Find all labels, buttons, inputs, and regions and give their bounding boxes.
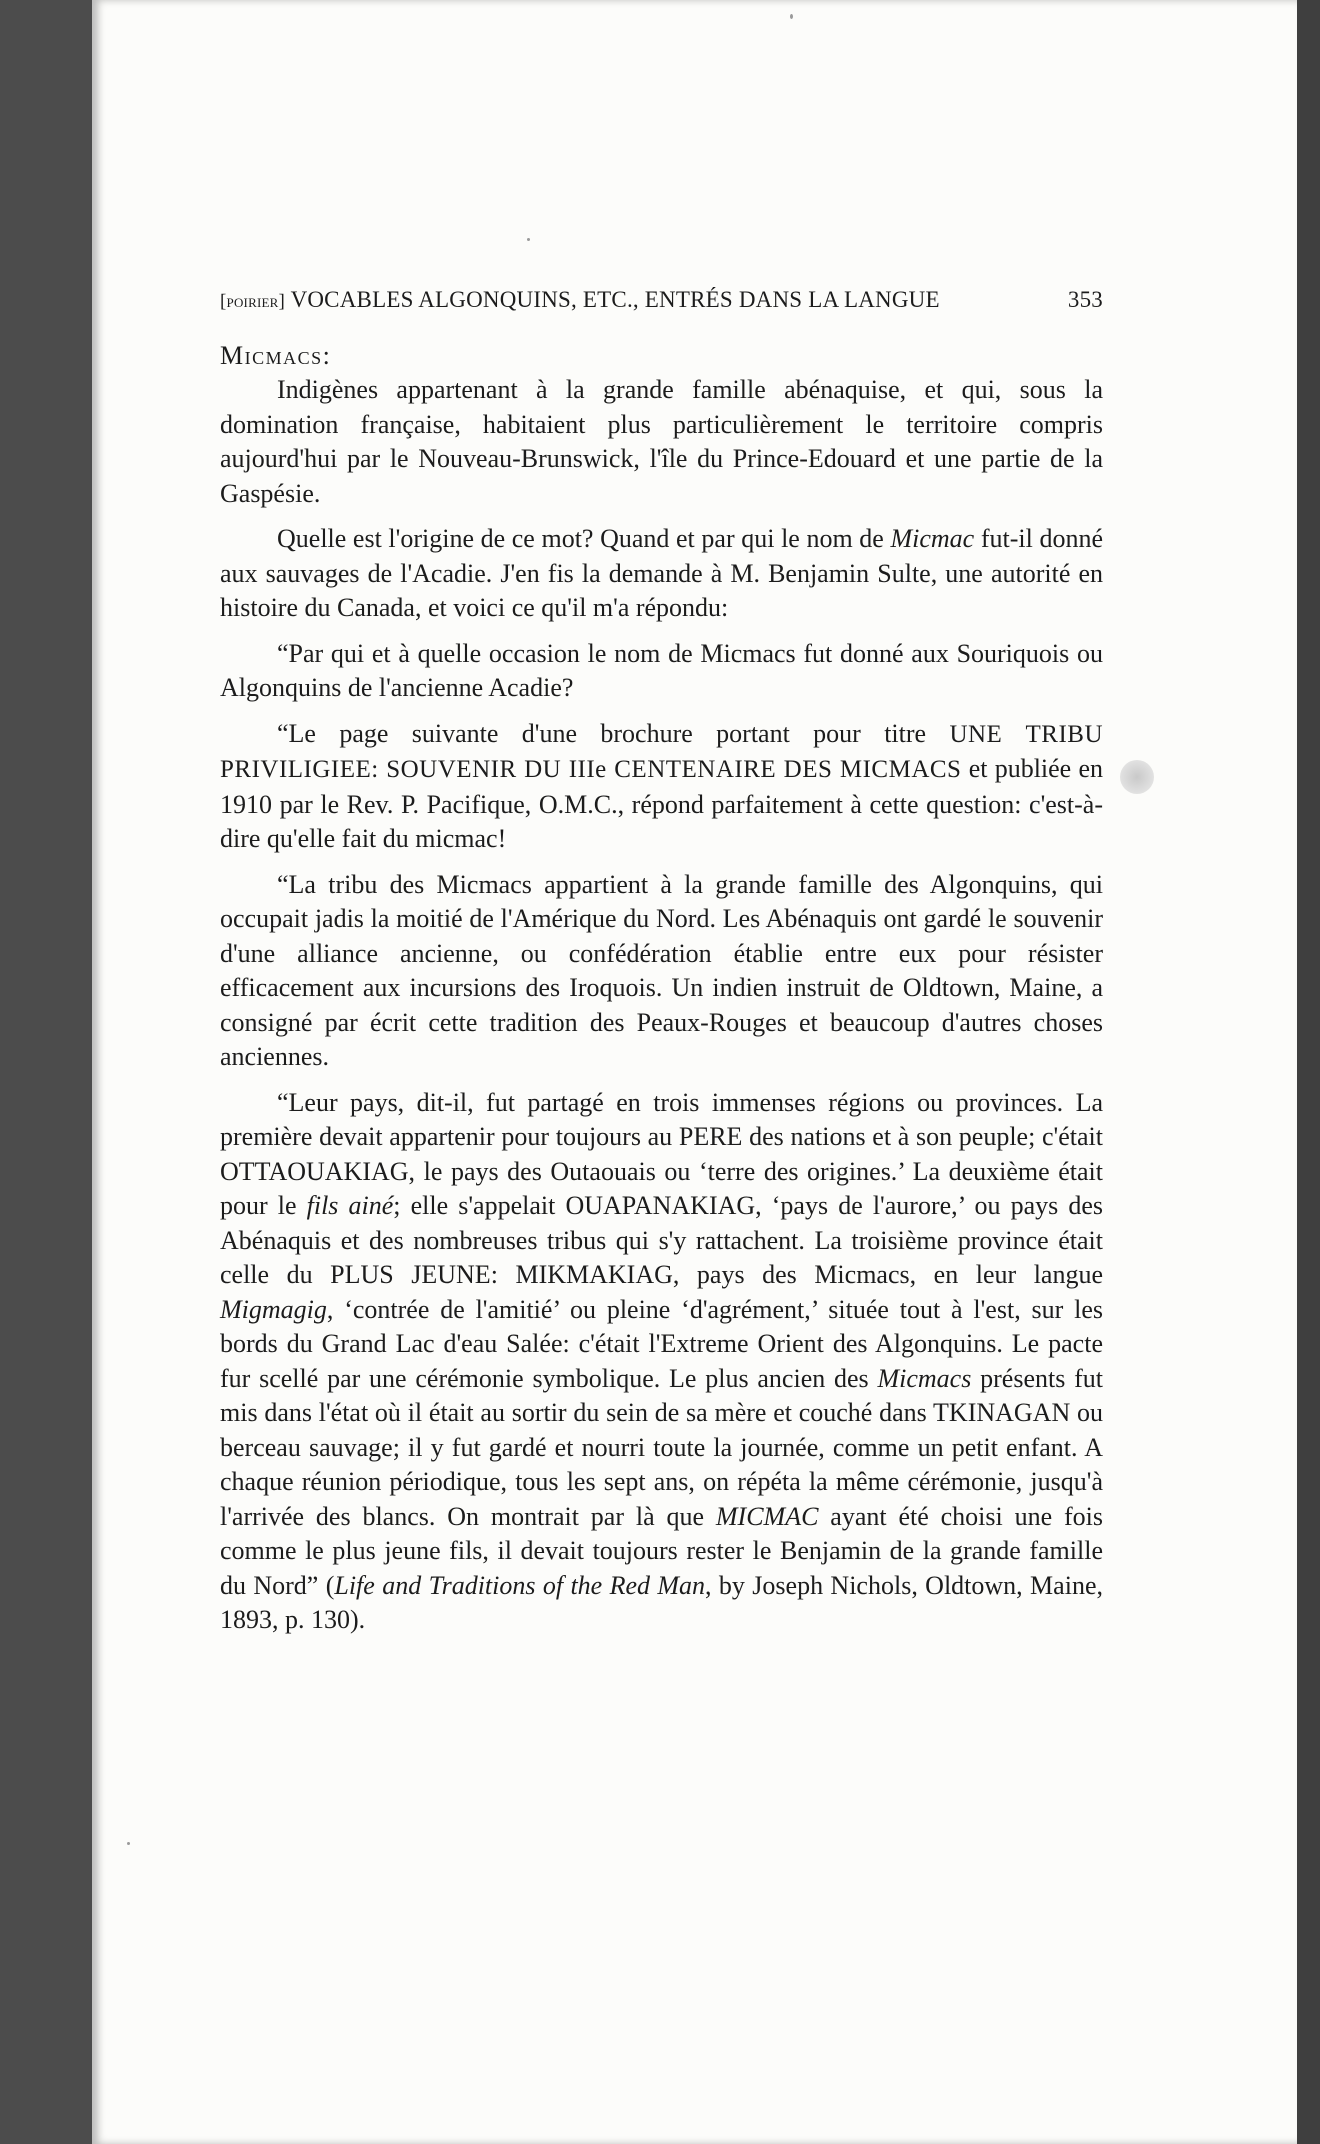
italic-term: MICMAC (715, 1501, 819, 1531)
paragraph: Indigènes appartenant à la grande famille abénaquise, et qui, sous la domination française, habitaient plus particulièrement le territoire compris aujourd'hui par le Nouveau-Brunswick, l'île du Prince-Edouard et une partie de la Gaspésie. (220, 375, 1103, 508)
source-title: Life and Traditions of the Red Man (334, 1570, 706, 1600)
running-head-title: VOCABLES ALGONQUINS, ETC., ENTRÉS DANS LA LANGUE (290, 287, 940, 312)
scan-speck (790, 14, 793, 19)
italic-term: Migmagig (220, 1294, 327, 1324)
scan-blemish (1120, 760, 1154, 794)
section-heading: Micmacs: (220, 340, 332, 370)
italic-term: Micmac (890, 524, 975, 553)
page-number: 353 (1067, 287, 1103, 312)
scan-speck (127, 1842, 130, 1845)
paragraph: Quelle est l'origine de ce mot? Quand et par qui le nom de Micmac fut-il donné aux sauvages de l'Acadie. J'en fis la demande à M. Benjamin Sulte, une autorité en histoire du Canada, et voici ce qu'il m'a répondu: (220, 524, 1103, 622)
running-head (220, 283, 1103, 320)
scan-margin-right (1297, 0, 1320, 2144)
running-head-author: [poirier] (220, 291, 286, 312)
paragraph: “Par qui et à quelle occasion le nom de Micmacs fut donné aux Souriquois ou Algonquins de l'ancienne Acadie? (220, 638, 1103, 702)
italic-term: fils ainé (306, 1191, 394, 1220)
scan-speck (527, 238, 530, 241)
brochure-title: UNE TRIBU PRIVILIGIEE: SOUVENIR DU IIIe CENTENAIRE DES MICMACS (220, 720, 1104, 783)
paragraph: “Le page suivante d'une brochure portant pour titre UNE TRIBU PRIVILIGIEE: SOUVENIR DU IIIe CENTENAIRE DES MICMACS et publiée en 1910 par le Rev. P. Pacifique, O.M.C., répond parfaitement à cette question: c'est-à-dire qu'elle fait du micmac! (220, 718, 1104, 853)
italic-term: Micmacs (877, 1363, 972, 1393)
scan-margin-left (0, 0, 92, 2144)
page-text (220, 283, 1103, 1649)
paragraph: “Leur pays, dit-il, fut partagé en trois immenses régions ou provinces. La première devait appartenir pour toujours au PERE des nations et à son peuple; c'était OTTAOUAKIAG, le pays des Outaouais ou ‘terre des origines.’ La deuxième était pour le fils ainé; elle s'appelait OUAPANAKIAG, ‘pays de l'aurore,’ ou pays des Abénaquis et des nombreuses tribus qui s'y rattachent. La troisième province était celle du PLUS JEUNE: MIKMAKIAG, pays des Micmacs, en leur langue Migmagig, ‘contrée de l'amitié’ ou pleine ‘d'agrément,’ située tout à l'est, sur les bords du Grand Lac d'eau Salée: c'était l'Extreme Orient des Algonquins. Le pacte fur scellé par une cérémonie symbolique. Le plus ancien des Micmacs présents fut mis dans l'état où il était au sortir du sein de sa mère et couché dans TKINAGAN ou berceau sauvage; il y fut gardé et nourri toute la journée, comme un petit enfant. A chaque réunion périodique, tous les sept ans, on répéta la même cérémonie, jusqu'à l'arrivée des blancs. On montrait par là que MICMAC ayant été choisi une fois comme le plus jeune fils, il devait toujours rester le Benjamin de la grande famille du Nord” (Life and Traditions of the Red Man, by Joseph Nichols, Oldtown, Maine, 1893, p. 130). (220, 1087, 1104, 1634)
paragraph: “La tribu des Micmacs appartient à la grande famille des Algonquins, qui occupait jadis la moitié de l'Amérique du Nord. Les Abénaquis ont gardé le souvenir d'une alliance ancienne, ou confédération établie entre eux pour résister efficacement aux incursions des Iroquois. Un indien instruit de Oldtown, Maine, a consigné par écrit cette tradition des Peaux-Rouges et beaucoup d'autres choses anciennes. (220, 869, 1103, 1071)
